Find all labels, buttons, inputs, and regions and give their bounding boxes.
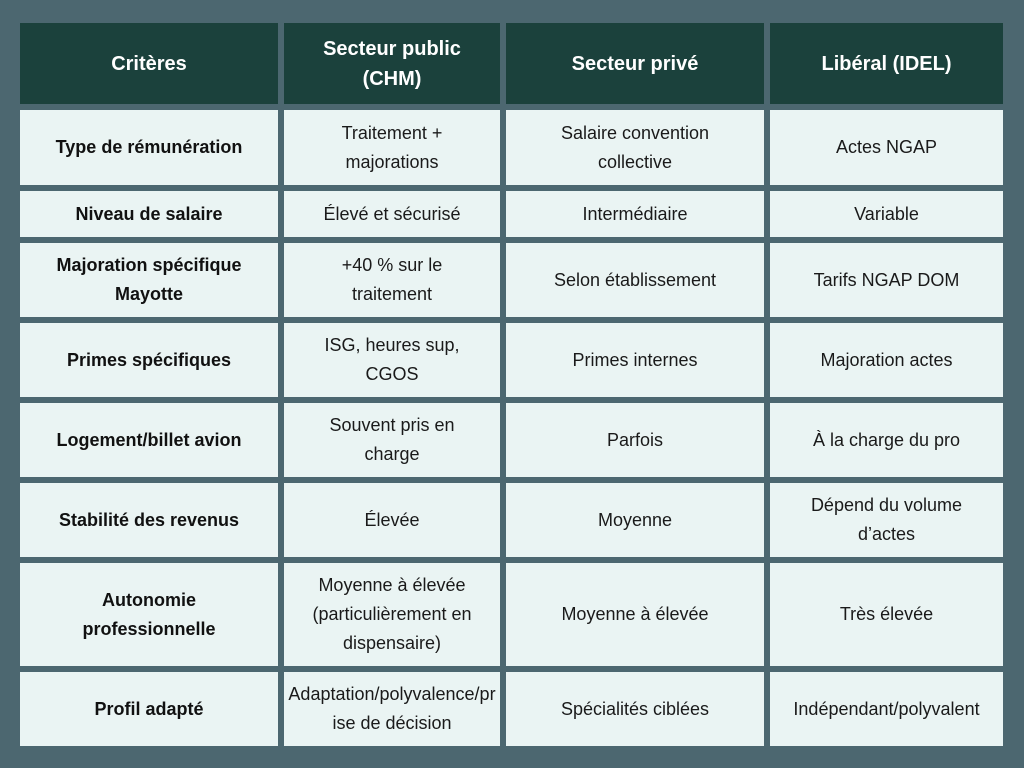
row-criterion: Profil adapté: [20, 672, 278, 746]
row-public-value: Traitement + majorations: [284, 110, 500, 185]
row-criterion: Type de rémunération: [20, 110, 278, 185]
row-prive-value: Moyenne à élevée: [506, 563, 764, 666]
row-prive-value: Parfois: [506, 403, 764, 477]
row-liberal-value: Actes NGAP: [770, 110, 1003, 185]
row-liberal-value: Très élevée: [770, 563, 1003, 666]
comparison-table: [20, 23, 1003, 746]
header-secteur-prive: Secteur privé: [506, 23, 764, 104]
row-public-value: Élevé et sécurisé: [284, 191, 500, 237]
row-liberal-value: Majoration actes: [770, 323, 1003, 397]
row-prive-value: Salaire convention collective: [506, 110, 764, 185]
row-public-value: Adaptation/polyvalence/prise de décision: [284, 672, 500, 746]
row-criterion: Primes spécifiques: [20, 323, 278, 397]
row-prive-value: Primes internes: [506, 323, 764, 397]
header-secteur-public: Secteur public (CHM): [284, 23, 500, 104]
row-liberal-value: Variable: [770, 191, 1003, 237]
row-public-value: Souvent pris en charge: [284, 403, 500, 477]
row-criterion: Stabilité des revenus: [20, 483, 278, 557]
row-prive-value: Spécialités ciblées: [506, 672, 764, 746]
row-public-value: Moyenne à élevée (particulièrement en dispensaire): [284, 563, 500, 666]
row-liberal-value: Indépendant/polyvalent: [770, 672, 1003, 746]
header-criteres: Critères: [20, 23, 278, 104]
row-criterion: Logement/billet avion: [20, 403, 278, 477]
row-liberal-value: Dépend du volume d’actes: [770, 483, 1003, 557]
row-public-value: +40 % sur le traitement: [284, 243, 500, 317]
header-liberal: Libéral (IDEL): [770, 23, 1003, 104]
row-criterion: Niveau de salaire: [20, 191, 278, 237]
row-prive-value: Moyenne: [506, 483, 764, 557]
row-prive-value: Intermédiaire: [506, 191, 764, 237]
row-public-value: ISG, heures sup, CGOS: [284, 323, 500, 397]
row-criterion: Majoration spécifique Mayotte: [20, 243, 278, 317]
row-prive-value: Selon établissement: [506, 243, 764, 317]
row-liberal-value: Tarifs NGAP DOM: [770, 243, 1003, 317]
row-criterion: Autonomie professionnelle: [20, 563, 278, 666]
row-liberal-value: À la charge du pro: [770, 403, 1003, 477]
row-public-value: Élevée: [284, 483, 500, 557]
